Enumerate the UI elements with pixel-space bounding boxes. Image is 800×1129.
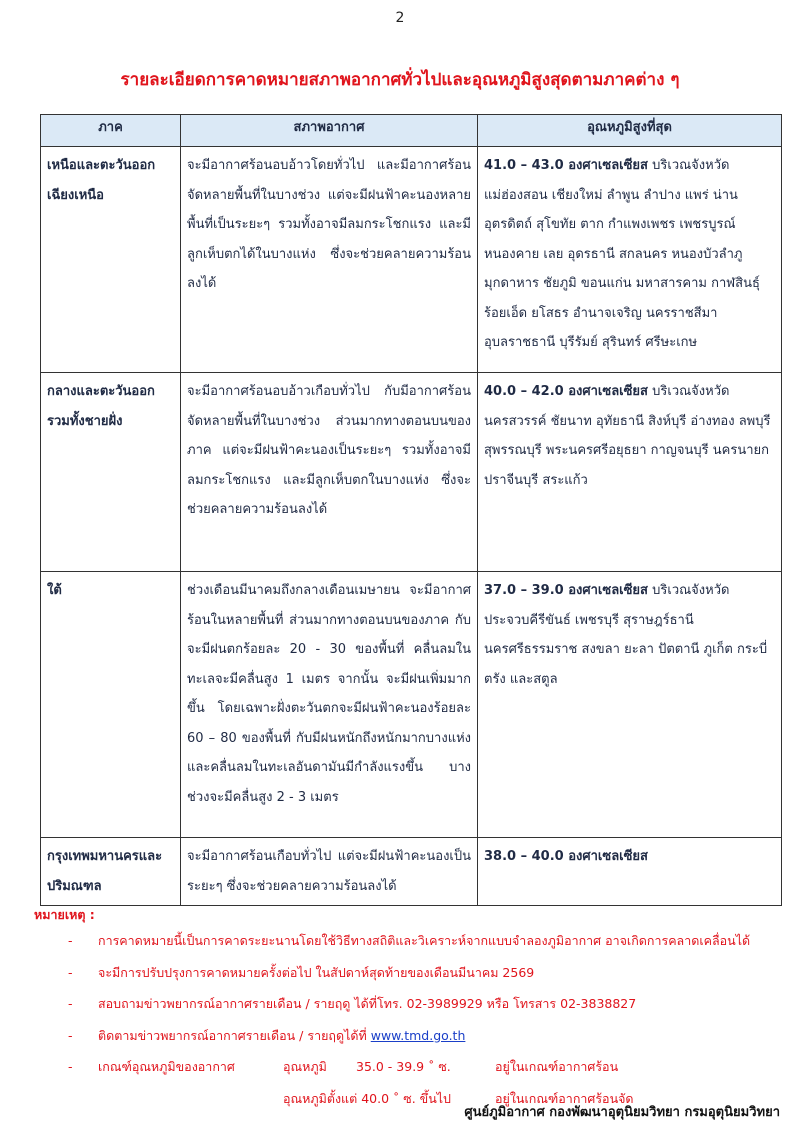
note-text: สอบถามข่าวพยากรณ์อากาศรายเดือน / รายฤดู ได้ที่โทร. 02-3989929 หรือ โทรสาร 02-3838827 <box>98 996 637 1011</box>
table-row <box>41 373 782 572</box>
condition-cell: จะมีอากาศร้อนอบอ้าวโดยทั่วไป และมีอากาศร้อนจัดหลายพื้นที่ในบางช่วง แต่จะมีฝนฟ้าคะนองหลายพื้นที่เป็นระยะๆ รวมทั้งอาจมีลมกระโชกแรง และมีลูกเห็บตกได้ในบางแห่ง ซึ่งจะช่วยคลายความร้อนลงได้ <box>181 147 478 373</box>
notes-section <box>34 905 785 1114</box>
column-header-max-temp: อุณหภูมิสูงที่สุด <box>478 115 782 147</box>
forecast-table <box>40 114 782 906</box>
bullet-dash: - <box>68 996 73 1011</box>
region-cell: กรุงเทพมหานครและปริมณฑล <box>41 838 181 906</box>
note-item <box>40 1020 785 1052</box>
note-text: ติดตามข่าวพยากรณ์อากาศรายเดือน / รายฤดูได้ที่ <box>98 1027 367 1043</box>
note-item <box>40 957 785 989</box>
column-header-region: ภาค <box>41 115 181 147</box>
column-header-condition: สภาพอากาศ <box>181 115 478 147</box>
temperature-cell <box>478 838 782 906</box>
temperature-cell <box>478 373 782 572</box>
bullet-dash: - <box>68 1059 73 1074</box>
condition-cell: จะมีอากาศร้อนเกือบทั่วไป แต่จะมีฝนฟ้าคะนองเป็นระยะๆ ซึ่งจะช่วยคลายความร้อนลงได้ <box>181 838 478 906</box>
temperature-area: บริเวณจังหวัดประจวบคีรีขันธ์ เพชรบุรี สุราษฎร์ธานี นครศรีธรรมราช สงขลา ยะลา ปัตตานี ภูเก็ต กระบี่ ตรัง และสตูล <box>484 583 768 687</box>
temperature-range: 40.0 – 42.0 องศาเซลเซียส <box>484 384 648 399</box>
page-number: 2 <box>395 10 405 26</box>
criteria-label: เกณฑ์อุณหภูมิของอากาศ <box>98 1059 235 1074</box>
bullet-dash: - <box>68 964 73 980</box>
temperature-range: 38.0 – 40.0 องศาเซลเซียส <box>484 849 648 864</box>
temperature-range: 37.0 – 39.0 องศาเซลเซียส <box>484 583 648 598</box>
note-item <box>40 925 785 957</box>
table-header-row <box>41 115 782 147</box>
note-text: จะมีการปรับปรุงการคาดหมายครั้งต่อไป ในสัปดาห์สุดท้ายของเดือนมีนาคม 2569 <box>98 964 535 980</box>
notes-title: หมายเหตุ : <box>34 907 95 922</box>
criteria-meaning: อยู่ในเกณฑ์อากาศร้อน <box>495 1059 619 1074</box>
bullet-dash: - <box>68 933 73 948</box>
table-row <box>41 838 782 906</box>
table-row <box>41 572 782 838</box>
condition-cell: จะมีอากาศร้อนอบอ้าวเกือบทั่วไป กับมีอากาศร้อนจัดหลายพื้นที่ในบางช่วง ส่วนมากทางตอนบนของภาค แต่จะมีฝนฟ้าคะนองเป็นระยะๆ รวมทั้งอาจมีลมกระโชกแรง และมีลูกเห็บตกในบางแห่ง ซึ่งจะช่วยคลายความร้อนลงได้ <box>181 373 478 572</box>
note-text: การคาดหมายนี้เป็นการคาดระยะนานโดยใช้วิธีทางสถิติและวิเคราะห์จากแบบจำลองภูมิอากาศ อาจเกิดการคลาดเคลื่อนได้ <box>98 933 751 948</box>
bullet-dash: - <box>68 1027 73 1043</box>
temperature-range: 41.0 – 43.0 องศาเซลเซียส <box>484 158 648 173</box>
tmd-website-link[interactable]: www.tmd.go.th <box>370 1027 466 1043</box>
temperature-cell <box>478 572 782 838</box>
criteria-measure: อุณหภูมิ <box>283 1059 327 1074</box>
table-row <box>41 147 782 373</box>
temperature-area: บริเวณจังหวัดนครสวรรค์ ชัยนาท อุทัยธานี สิงห์บุรี อ่างทอง ลพบุรี สุพรรณบุรี พระนครศรีอยุธยา กาญจนบุรี นครนายก ปราจีนบุรี สระแก้ว <box>484 384 771 488</box>
region-cell: ใต้ <box>41 572 181 838</box>
region-cell: เหนือและตะวันออกเฉียงเหนือ <box>41 147 181 373</box>
region-cell: กลางและตะวันออกรวมทั้งชายฝั่ง <box>41 373 181 572</box>
criteria-range: 35.0 - 39.9 ˚ ซ. <box>356 1059 451 1074</box>
criteria-measure: อุณหภูมิตั้งแต่ 40.0 ˚ ซ. ขึ้นไป <box>283 1090 451 1106</box>
temperature-cell <box>478 147 782 373</box>
note-item <box>40 988 785 1020</box>
condition-cell: ช่วงเดือนมีนาคมถึงกลางเดือนเมษายน จะมีอากาศร้อนในหลายพื้นที่ ส่วนมากทางตอนบนของภาค กับจะมีฝนตกร้อยละ 20 - 30 ของพื้นที่ คลื่นลมในทะเลจะมีคลื่นสูง 1 เมตร จากนั้น จะมีฝนเพิ่มมากขึ้น โดยเฉพาะฝั่งตะวันตกจะมีฝนฟ้าคะนองร้อยละ 60 – 80 ของพื้นที่ กับมีฝนหนักถึงหนักมากบางแห่งและคลื่นลมในทะเลอันดามันมีกำลังแรงขึ้น บางช่วงจะมีคลื่นสูง 2 - 3 เมตร <box>181 572 478 838</box>
temperature-area: บริเวณจังหวัดแม่ฮ่องสอน เชียงใหม่ ลำพูน ลำปาง แพร่ น่าน อุตรดิตถ์ สุโขทัย ตาก กำแพงเพชร เพชรบูรณ์ หนองคาย เลย อุดรธานี สกลนคร หนองบัวลำภู มุกดาหาร ชัยภูมิ ขอนแก่น มหาสารคาม กาฬสินธุ์ ร้อยเอ็ด ยโสธร อำนาจเจริญ นครราชสีมา อุบลราชธานี บุรีรัมย์ สุรินทร์ ศรีษะเกษ <box>484 158 760 350</box>
footer-organization: ศูนย์ภูมิอากาศ กองพัฒนาอุตุนิยมวิทยา กรมอุตุนิยมวิทยา <box>464 1105 780 1120</box>
page-title: รายละเอียดการคาดหมายสภาพอากาศทั่วไปและอุณหภูมิสูงสุดตามภาคต่าง ๆ <box>120 70 680 90</box>
criteria-meaning: อยู่ในเกณฑ์อากาศร้อนจัด <box>495 1090 634 1106</box>
criteria-row <box>40 1051 785 1083</box>
